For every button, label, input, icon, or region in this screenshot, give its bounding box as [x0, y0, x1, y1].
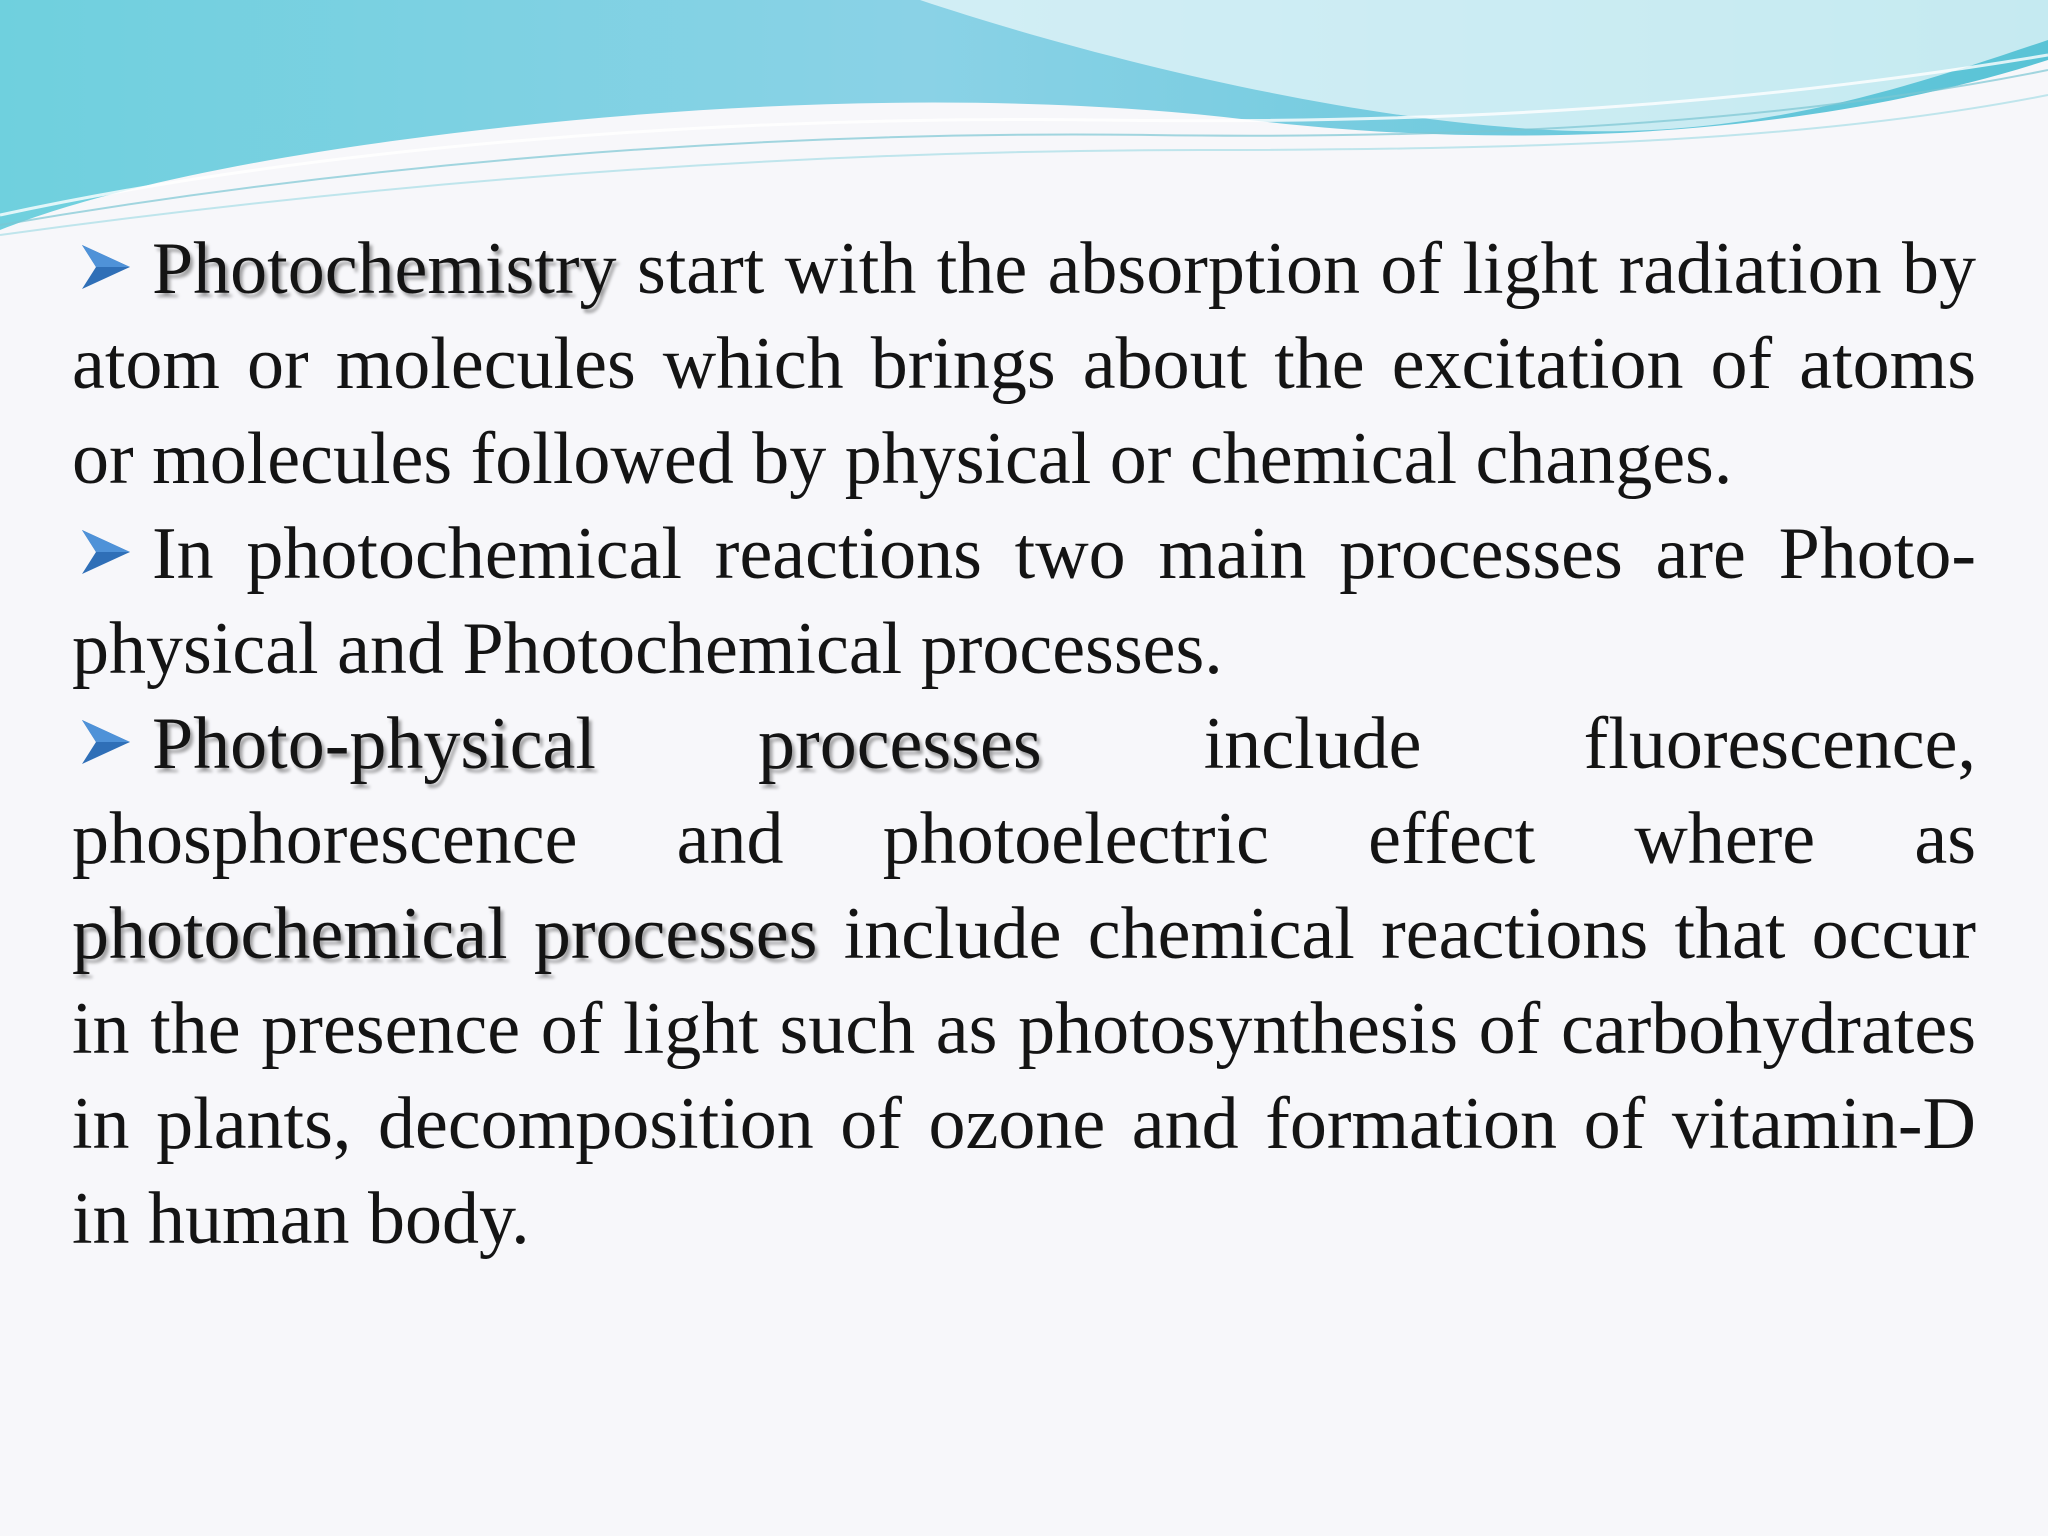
bullet-3-text-b: include chemical reactions that occur in the presence of light such as photosynthesis of carbohydrates in plants, decomposition of ozone and formation of vitamin-D in human body. — [72, 893, 1976, 1260]
arrow-bullet-icon — [72, 522, 142, 582]
slide-body — [72, 222, 1976, 1267]
bullet-2-text: In photochemical reactions two main processes are Photo-physical and Photochemical processes. — [72, 513, 1976, 690]
bullet-paragraph-3 — [72, 697, 1976, 1267]
bullet-1-text: start with the absorption of light radiation by atom or molecules which brings about the excitation of atoms or molecules followed by physical or chemical changes. — [72, 228, 1976, 500]
term-photochemical-processes: photochemical processes — [72, 893, 818, 975]
arrow-bullet-icon — [72, 712, 142, 772]
bullet-3-text-a: include fluorescence, phosphorescence and photoelectric effect where as — [72, 703, 1976, 880]
decorative-wave-header — [0, 0, 2048, 260]
term-photo-physical-processes: Photo-physical processes — [152, 703, 1042, 785]
term-photochemistry: Photochemistry — [152, 228, 617, 310]
bullet-paragraph-1 — [72, 222, 1976, 507]
bullet-paragraph-2 — [72, 507, 1976, 697]
arrow-bullet-icon — [72, 237, 142, 297]
